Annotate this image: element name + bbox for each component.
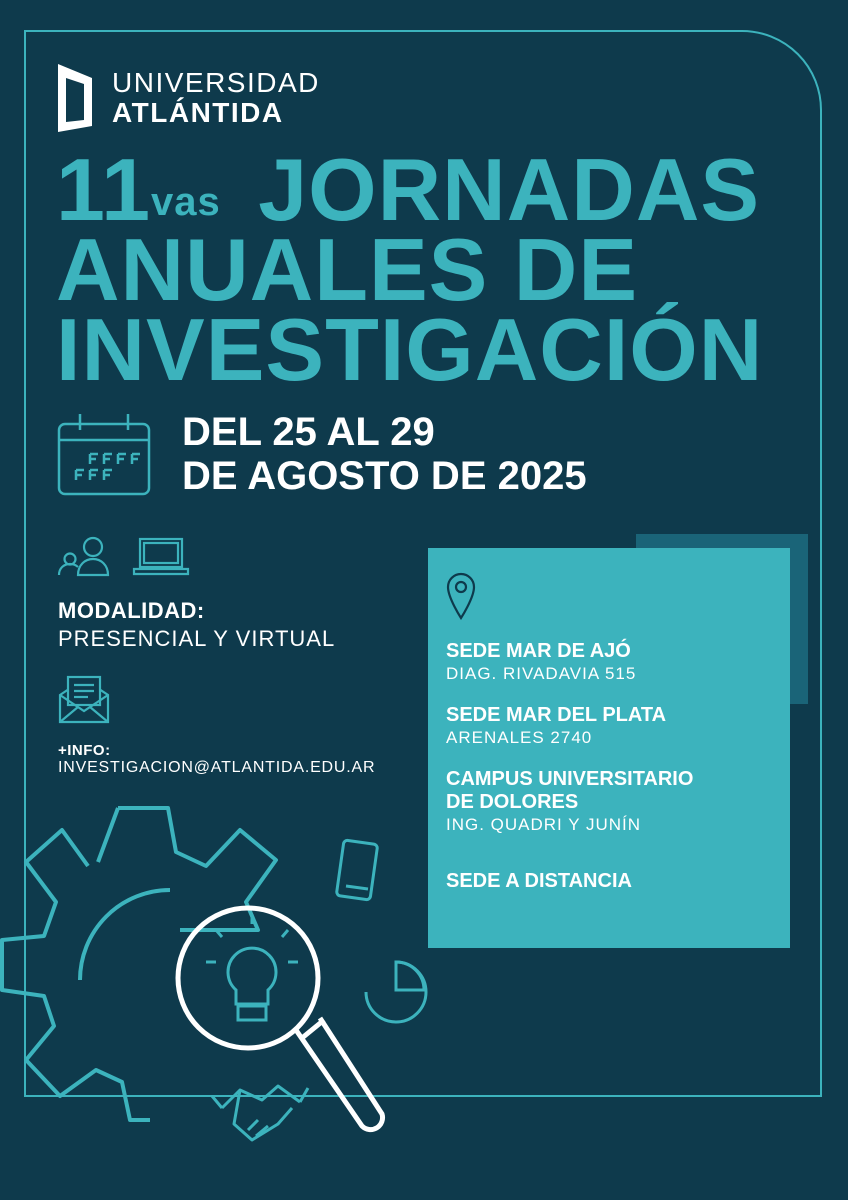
date-line1: DEL 25 AL 29 <box>182 410 435 454</box>
info-label: +INFO: <box>58 742 111 759</box>
mail-icon <box>58 675 110 725</box>
pie-chart-icon <box>366 962 426 1022</box>
modality-value: PRESENCIAL Y VIRTUAL <box>58 626 336 651</box>
title-word-jornadas: JORNADAS <box>258 140 761 239</box>
location-address: DIAG. RIVADAVIA 515 <box>446 664 637 683</box>
university-logo <box>56 62 320 134</box>
people-icon <box>56 535 112 577</box>
location-item <box>446 704 666 749</box>
date-section <box>56 410 587 498</box>
location-name: SEDE MAR DEL PLATA <box>446 704 667 726</box>
laptop-icon <box>132 537 190 577</box>
phone-icon <box>336 840 377 900</box>
location-name-line1: CAMPUS UNIVERSITARIO <box>446 768 694 790</box>
event-title <box>56 140 764 399</box>
location-name: SEDE MAR DE AJÓ <box>446 640 631 662</box>
title-line1 <box>56 140 763 239</box>
info-email[interactable]: INVESTIGACION@ATLANTIDA.EDU.AR <box>58 759 376 776</box>
research-illustration <box>0 790 460 1190</box>
brand-line2: ATLÁNTIDA <box>112 97 284 128</box>
location-item <box>446 640 636 685</box>
logo-mark-icon <box>56 62 94 134</box>
location-address: ARENALES 2740 <box>446 728 593 747</box>
brand-line1: UNIVERSIDAD <box>112 67 320 98</box>
handshake-icon <box>212 1086 308 1140</box>
location-address: ING. QUADRI Y JUNÍN <box>446 815 642 834</box>
date-line2: DE AGOSTO DE 2025 <box>182 454 587 498</box>
gear-icon <box>2 808 276 1120</box>
location-item <box>446 870 632 893</box>
magnifier-icon <box>178 908 383 1130</box>
location-pin-icon <box>446 572 476 620</box>
edition-number: 11 <box>56 140 152 239</box>
locations-panel <box>428 548 790 948</box>
title-line2: ANUALES DE <box>56 220 639 319</box>
modality-label: MODALIDAD: <box>58 598 205 623</box>
edition-suffix: vas <box>151 180 221 224</box>
location-name: SEDE A DISTANCIA <box>446 870 632 892</box>
location-item <box>446 768 693 836</box>
calendar-icon <box>56 412 152 496</box>
modality-icons <box>56 535 190 577</box>
title-line3: INVESTIGACIÓN <box>56 300 764 399</box>
location-name-line2: DE DOLORES <box>446 791 579 813</box>
